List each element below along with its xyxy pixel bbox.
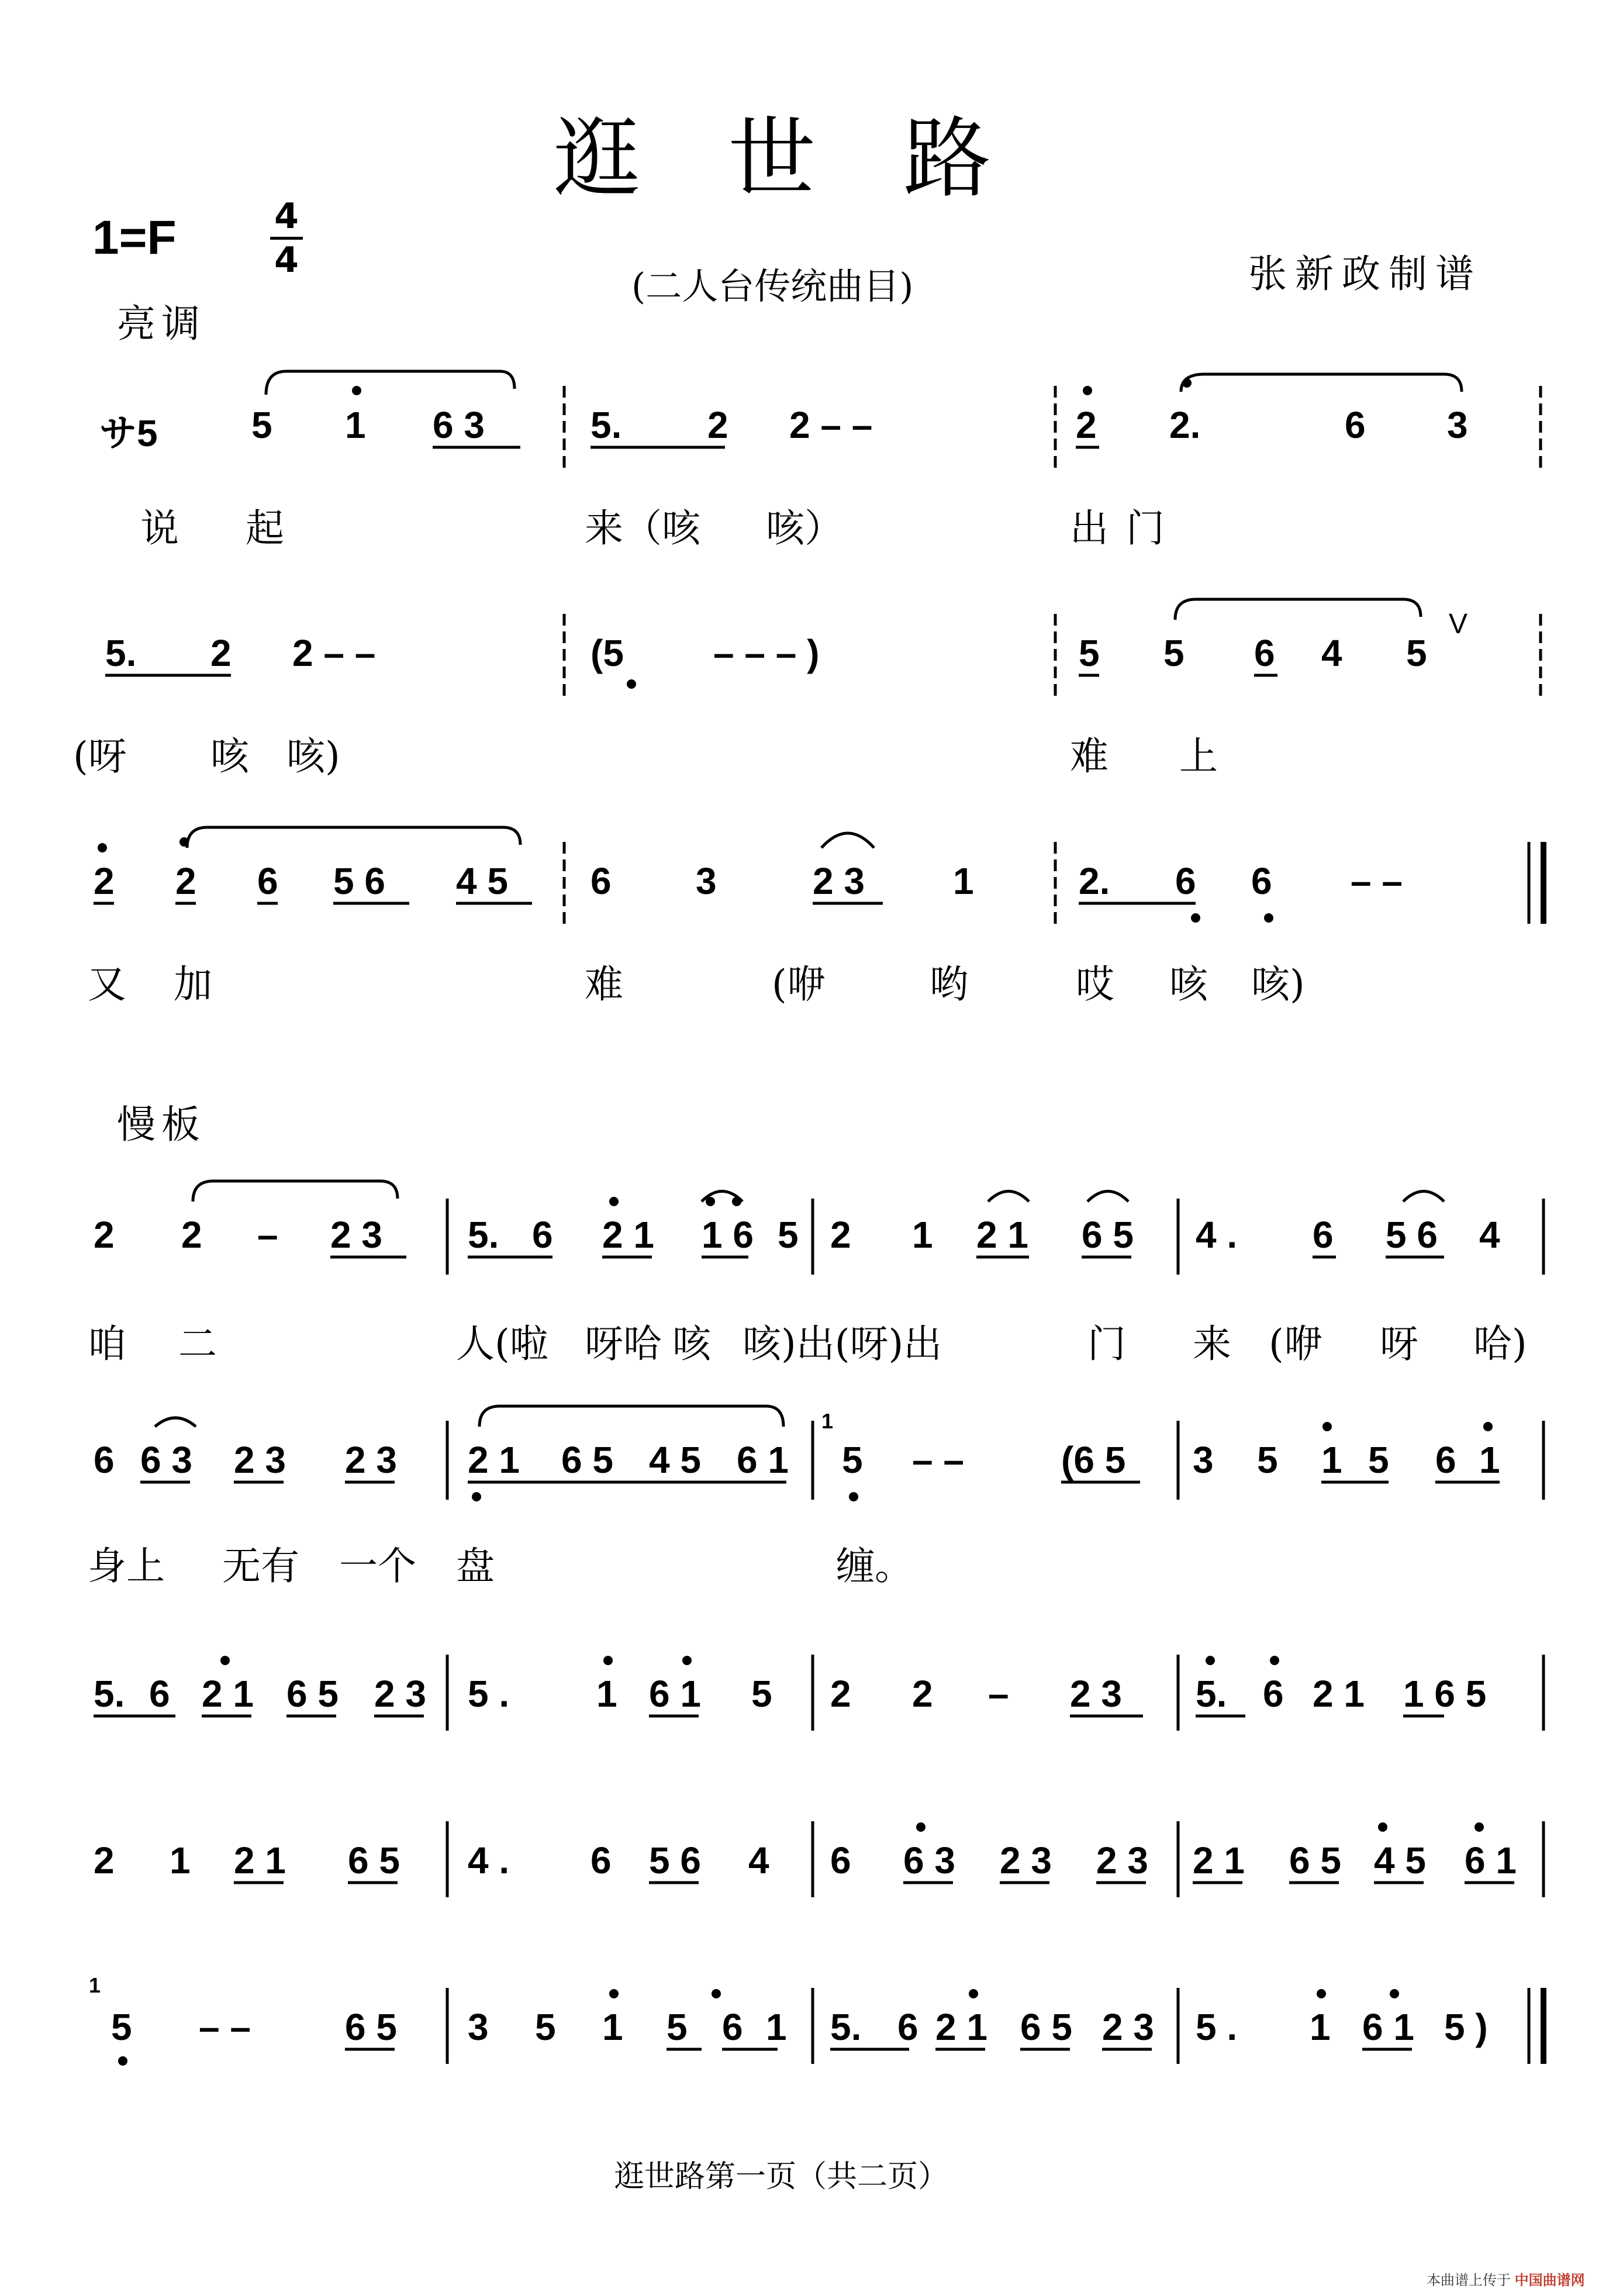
staff-4-note: 1 6 (702, 1214, 754, 1256)
staff-1-note: 2 (707, 404, 728, 446)
staff-3-note: 6 (1251, 860, 1272, 902)
staff-8-note: – – (199, 2006, 251, 2048)
key-signature: 1=F (92, 211, 177, 264)
staff-5-note: (6 5 (1061, 1439, 1126, 1481)
octave-dot (732, 1197, 741, 1206)
staff-6-note: 2 (830, 1673, 851, 1715)
staff-8-note: 2 1 (935, 2006, 987, 2048)
staff-5-note: 6 5 (561, 1439, 613, 1481)
staff-7-note: 2 3 (1000, 1839, 1052, 1881)
staff-3-note: 2. (1079, 860, 1110, 902)
staff-6-note: 6 (1263, 1673, 1284, 1715)
staff-1-note: 3 (1447, 404, 1468, 446)
staff-4-lyric: 咳)出(呀)出 (743, 1321, 942, 1366)
staff-5-lyric: 身上 (88, 1544, 165, 1589)
staff-4-lyric: 人(啦 (456, 1321, 548, 1366)
page-footer: 逛世路第一页（共二页） (614, 2159, 949, 2194)
staff-1-note: 2 – – (789, 404, 873, 446)
staff-6-note: 5. (94, 1673, 125, 1715)
staff-3-note: – – (1351, 860, 1403, 902)
staff-8-note: 6 5 (345, 2006, 397, 2048)
staff-5-note: 5 (1257, 1439, 1278, 1481)
staff-1-lyric: 说 (140, 506, 179, 551)
staff-6-note: 1 (596, 1673, 617, 1715)
octave-dot (712, 1989, 721, 1998)
staff-2-lyric: (呀 (73, 734, 127, 779)
page-title: 逛世路 (552, 108, 1079, 210)
staff-7-note: 4 (748, 1839, 769, 1881)
staff-3-note: 6 (257, 860, 278, 902)
tempo-mark-2: 慢板 (117, 1102, 206, 1147)
staff-8-note: 6 5 (1020, 2006, 1072, 2048)
staff-2-note: 5 (1163, 632, 1185, 674)
staff-4-note: 6 5 (1082, 1214, 1134, 1256)
staff-4-lyric: 咱 (88, 1321, 126, 1366)
staff-7-note: 4 . (468, 1839, 510, 1881)
staff-3-note: 2 3 (813, 860, 865, 902)
octave-dot (916, 1822, 926, 1832)
staff-3-note: 1 (953, 860, 974, 902)
staff-4-lyric: 门 (1087, 1321, 1126, 1366)
staff-6-note: 5. (1196, 1673, 1227, 1715)
staff-8-note: 5 (667, 2006, 688, 2048)
staff-7-note: 6 5 (348, 1839, 400, 1881)
staff-5-note: 4 5 (649, 1439, 701, 1481)
staff-3-note: 3 (696, 860, 717, 902)
staff-3-note: 6 (591, 860, 612, 902)
volta-number: 1 (821, 1409, 834, 1433)
staff-6-note: 1 6 5 (1403, 1673, 1487, 1715)
staff-3-lyric: 咳) (1251, 962, 1305, 1007)
staff-4-note: 4 (1479, 1214, 1500, 1256)
fermata-dot (1182, 378, 1192, 388)
octave-dot (1206, 1656, 1215, 1665)
staff-5-note: 6 3 (140, 1439, 192, 1481)
octave-dot (98, 843, 107, 852)
staff-7-note: 2 (94, 1839, 115, 1881)
staff-1-lyric: 咳） (766, 506, 843, 551)
staff-7-note: 2 1 (1193, 1839, 1245, 1881)
staff-3-lyric: 哎 (1076, 962, 1114, 1007)
staff-3-lyric: 咳 (1169, 962, 1208, 1007)
staff-4-lyric: 咳 (672, 1321, 711, 1366)
staff-2-lyric: 咳) (286, 734, 340, 779)
staff-8-note: 5 (535, 2006, 556, 2048)
octave-dot (627, 679, 636, 689)
staff-2-note: 6 (1254, 632, 1275, 674)
staff-7-note: 6 (591, 1839, 612, 1881)
staff-4-note: 1 (912, 1214, 933, 1256)
slur (1181, 374, 1462, 392)
staff-2-note: 2 – – (292, 632, 376, 674)
slur (193, 1181, 398, 1201)
octave-dot (849, 1492, 858, 1501)
staff-8-note: 1 (1310, 2006, 1331, 2048)
staff-4-lyric: 来 (1193, 1321, 1231, 1366)
staff-7-note: 6 5 (1289, 1839, 1341, 1881)
author: 张新政制谱 (1248, 251, 1482, 296)
staff-3-note: 6 (1175, 860, 1196, 902)
staff-5-note: 5 (1368, 1439, 1389, 1481)
staff-3-lyric: 难 (585, 962, 623, 1007)
staff-1-note: 5 (251, 404, 272, 446)
staff-4-note: 2 (94, 1214, 115, 1256)
staff-5-note: 1 (1479, 1439, 1500, 1481)
staff-2-note: 2 (210, 632, 232, 674)
staff-5-note: 2 1 (468, 1439, 520, 1481)
staff-6-note: 5 (751, 1673, 772, 1715)
octave-dot (1322, 1422, 1332, 1431)
staff-2-note: 5 (1079, 632, 1100, 674)
staff-8-note: 5. (830, 2006, 862, 2048)
staff-4-note: 5 (778, 1214, 799, 1256)
octave-dot (682, 1656, 692, 1665)
staff-1-lyric: 来（咳 (585, 506, 700, 551)
staff-1-lyric: 起 (246, 506, 284, 551)
staff-4-note: 4 . (1196, 1214, 1238, 1256)
staff-5-lyric: 盘 (456, 1544, 495, 1589)
watermark-prefix: 本曲谱上传于 (1427, 2273, 1511, 2288)
staff-2-note: (5 (591, 632, 624, 674)
tempo-mark-1: 亮调 (117, 301, 206, 346)
staff-1-lyric: 出门 (1070, 506, 1182, 551)
octave-dot (1270, 1656, 1279, 1665)
octave-dot (1191, 913, 1200, 923)
staff-6-note: 2 3 (374, 1673, 426, 1715)
staff-2-lyric: 咳 (210, 734, 249, 779)
slur (266, 371, 514, 395)
time-signature-top: 4 (274, 196, 299, 237)
staff-6-note: 6 5 (286, 1673, 339, 1715)
tie (988, 1192, 1029, 1202)
staff-7-note: 1 (170, 1839, 191, 1881)
staff-4-note: 6 (1313, 1214, 1334, 1256)
staff-3-note: 2 (175, 860, 196, 902)
staff-5-note: – – (912, 1439, 964, 1481)
tie (1087, 1192, 1128, 1202)
staff-6-note: 5 . (468, 1673, 510, 1715)
octave-dot (1483, 1422, 1493, 1431)
staff-6-note: 2 3 (1070, 1673, 1122, 1715)
staff-4-lyric: 呀 (1380, 1321, 1418, 1366)
staff-4-note: 2 3 (330, 1214, 382, 1256)
octave-dot (609, 1989, 619, 1998)
watermark-site: 中国曲谱网 (1514, 2273, 1585, 2288)
breath-mark: V (1449, 609, 1468, 640)
staff-1-note: 1 (345, 404, 366, 446)
staff-5-lyric: 一个 (339, 1544, 416, 1589)
staff-8-note: 2 3 (1102, 2006, 1154, 2048)
staff-8-note: 6 (722, 2006, 743, 2048)
staff-4-lyric: (咿 (1269, 1321, 1322, 1366)
staff-4-note: 2 1 (976, 1214, 1028, 1256)
staff-5-note: 1 (1321, 1439, 1342, 1481)
staff-5-note: 5 (842, 1439, 863, 1481)
slur (479, 1406, 783, 1427)
slur (187, 827, 520, 848)
staff-1-note: 6 (1345, 404, 1366, 446)
octave-dot (1083, 386, 1092, 395)
staff-7-note: 6 (830, 1839, 851, 1881)
staff-4-note: 5. (468, 1214, 499, 1256)
staff-7-note: 2 1 (234, 1839, 286, 1881)
staff-8-note: 1 (766, 2006, 787, 2048)
staff-4-lyric: 哈) (1473, 1321, 1527, 1366)
octave-dot (1378, 1822, 1387, 1832)
staff-7-note: 6 3 (903, 1839, 955, 1881)
staff-6-note: 2 1 (202, 1673, 254, 1715)
staff-5-note: 2 3 (345, 1439, 397, 1481)
staff-6-note: 2 1 (1313, 1673, 1365, 1715)
octave-dot (352, 386, 361, 395)
staff-6-note: 6 1 (649, 1673, 701, 1715)
staff-5-note: 2 3 (234, 1439, 286, 1481)
staff-4-note: – (257, 1214, 278, 1256)
staff-5-lyric: 缠。 (836, 1544, 913, 1589)
staff-2-note: – – – ) (713, 632, 820, 674)
staff-4-note: 2 1 (602, 1214, 654, 1256)
staff-1-note: サ5 (99, 412, 158, 454)
octave-dot (1264, 913, 1273, 923)
staff-6-note: 2 (912, 1673, 933, 1715)
staff-6-note: 6 (149, 1673, 170, 1715)
staff-8-note: 6 1 (1362, 2006, 1414, 2048)
staff-4-note: 6 (532, 1214, 553, 1256)
octave-dot (1390, 1989, 1399, 1998)
staff-5-note: 6 (94, 1439, 115, 1481)
octave-dot (118, 2056, 127, 2066)
staff-4-note: 2 (181, 1214, 202, 1256)
octave-dot (220, 1656, 230, 1665)
staff-1-note: 2. (1169, 404, 1201, 446)
octave-dot (1474, 1822, 1484, 1832)
time-signature-bottom: 4 (274, 240, 299, 281)
octave-dot (472, 1492, 481, 1501)
staff-3-note: 5 6 (333, 860, 385, 902)
staff-1-note: 5. (591, 404, 622, 446)
staff-2-note: 5. (105, 632, 137, 674)
tie (821, 833, 874, 848)
octave-dot (706, 1197, 715, 1206)
staff-5-note: 6 1 (737, 1439, 789, 1481)
staff-5-lyric: 无有 (222, 1544, 299, 1589)
staff-4-lyric: 二 (178, 1321, 217, 1366)
staff-7-note: 2 3 (1096, 1839, 1148, 1881)
octave-dot (1317, 1989, 1326, 1998)
staff-5-note: 3 (1193, 1439, 1214, 1481)
staff-8-note: 5 . (1196, 2006, 1238, 2048)
staff-7-note: 4 5 (1374, 1839, 1426, 1881)
staff-2-note: 4 (1321, 632, 1342, 674)
staff-8-note: 1 (602, 2006, 623, 2048)
staff-3-lyric: (咿 (772, 962, 826, 1007)
staff-4-lyric: 呀哈 (585, 1321, 662, 1366)
octave-dot (969, 1989, 978, 1998)
tie (155, 1418, 196, 1427)
staff-5-note: 6 (1435, 1439, 1456, 1481)
staff-3-lyric: 哟 (930, 962, 968, 1007)
staff-8-note: 6 (897, 2006, 918, 2048)
staff-8-note: 5 ) (1444, 2006, 1488, 2048)
staff-3-note: 2 (94, 860, 115, 902)
staff-6-note: – (988, 1673, 1009, 1715)
staff-1-note: 2 (1076, 404, 1097, 446)
staff-8-note: 3 (468, 2006, 489, 2048)
staff-3-lyric: 又 加 (88, 962, 230, 1007)
fermata-dot (179, 837, 189, 847)
staff-7-note: 5 6 (649, 1839, 701, 1881)
subtitle: (二人台传统曲目) (631, 265, 914, 308)
staff-2-lyric: 难 上 (1070, 734, 1247, 779)
octave-dot (603, 1656, 613, 1665)
octave-dot (609, 1197, 619, 1206)
staff-4-note: 5 6 (1386, 1214, 1438, 1256)
staff-8-note: 5 (111, 2006, 132, 2048)
tie (1403, 1192, 1444, 1202)
staff-4-note: 2 (830, 1214, 851, 1256)
staff-7-note: 6 1 (1465, 1839, 1517, 1881)
staff-3-note: 4 5 (456, 860, 508, 902)
staff-2-note: 5 (1406, 632, 1427, 674)
slur (1175, 599, 1421, 620)
staff-1-note: 6 3 (433, 404, 485, 446)
volta-number: 1 (89, 1973, 101, 1997)
